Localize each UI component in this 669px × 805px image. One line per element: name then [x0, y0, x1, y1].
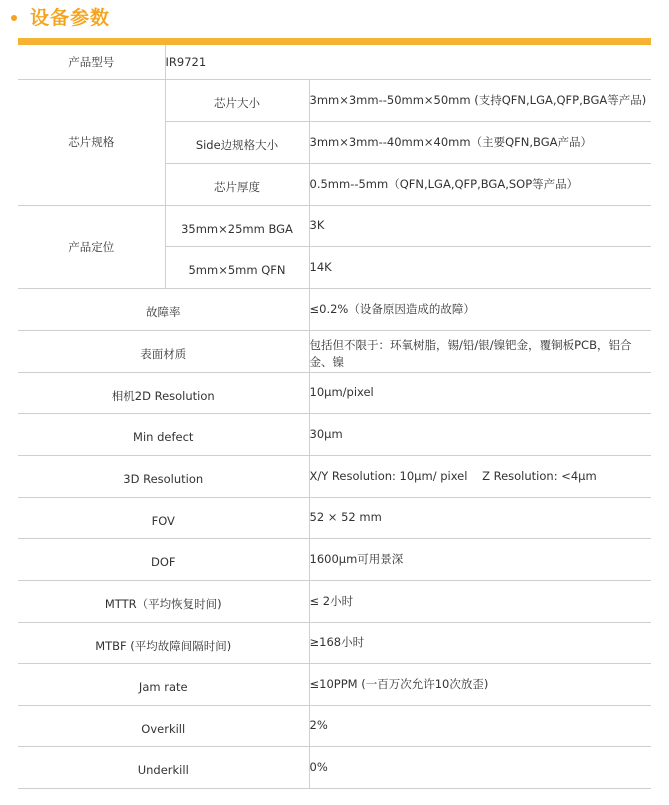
- bullet-dot-icon: [11, 15, 17, 21]
- row-label: 表面材质: [18, 330, 309, 372]
- row-value: 2%: [309, 705, 651, 746]
- row-value: 10μm/pixel: [309, 372, 651, 413]
- table-row: [18, 622, 651, 663]
- row-value: 0.5mm--5mm（QFN,LGA,QFP,BGA,SOP等产品）: [309, 163, 651, 205]
- row-label: Underkill: [18, 746, 309, 788]
- table-row: [18, 580, 651, 622]
- row-value: IR9721: [165, 45, 651, 79]
- row-sub-label: 芯片大小: [165, 79, 309, 121]
- row-label: MTTR（平均恢复时间): [18, 580, 309, 622]
- table-row: [18, 372, 651, 413]
- section-header: [0, 0, 669, 38]
- accent-divider: [18, 38, 651, 45]
- row-value: 30μm: [309, 413, 651, 455]
- row-sub-label: 5mm×5mm QFN: [165, 246, 309, 288]
- table-row: [18, 663, 651, 705]
- table-row: [18, 330, 651, 372]
- table-row: [18, 413, 651, 455]
- row-value: X/Y Resolution: 10μm/ pixel Z Resolution: <4μm: [309, 455, 651, 497]
- row-sub-label: 芯片厚度: [165, 163, 309, 205]
- row-label: DOF: [18, 538, 309, 580]
- table-row: [18, 288, 651, 330]
- row-value: 1600μm可用景深: [309, 538, 651, 580]
- table-row: [18, 497, 651, 538]
- row-value: 包括但不限于：环氧树脂，锡/铅/银/镍钯金，覆铜板PCB，铝合金、镍: [309, 330, 651, 372]
- row-value: 3K: [309, 205, 651, 246]
- row-group-label: 芯片规格: [18, 79, 165, 205]
- row-label: 产品型号: [18, 45, 165, 79]
- row-label: MTBF (平均故障间隔时间): [18, 622, 309, 663]
- table-row: [18, 705, 651, 746]
- table-row: [18, 538, 651, 580]
- table-row: [18, 746, 651, 788]
- row-value: ≤0.2%（设备原因造成的故障）: [309, 288, 651, 330]
- row-value: 0%: [309, 746, 651, 788]
- row-label: Overkill: [18, 705, 309, 746]
- row-value: 52 × 52 mm: [309, 497, 651, 538]
- table-row: [18, 205, 651, 246]
- row-value: 3mm×3mm--40mm×40mm（主要QFN,BGA产品）: [309, 121, 651, 163]
- row-value: 3mm×3mm--50mm×50mm (支持QFN,LGA,QFP,BGA等产品): [309, 79, 651, 121]
- row-label: 3D Resolution: [18, 455, 309, 497]
- spec-table: [18, 45, 651, 789]
- row-label: Min defect: [18, 413, 309, 455]
- section-title: 设备参数: [30, 7, 111, 29]
- table-row: [18, 455, 651, 497]
- row-value: ≥168小时: [309, 622, 651, 663]
- row-label: 故障率: [18, 288, 309, 330]
- table-row: [18, 45, 651, 79]
- row-group-label: 产品定位: [18, 205, 165, 288]
- row-label: FOV: [18, 497, 309, 538]
- row-label: Jam rate: [18, 663, 309, 705]
- row-value: 14K: [309, 246, 651, 288]
- row-label: 相机2D Resolution: [18, 372, 309, 413]
- row-sub-label: 35mm×25mm BGA: [165, 205, 309, 246]
- table-row: [18, 79, 651, 121]
- row-value: ≤10PPM (一百万次允许10次放歪): [309, 663, 651, 705]
- row-sub-label: Side边规格大小: [165, 121, 309, 163]
- row-value: ≤ 2小时: [309, 580, 651, 622]
